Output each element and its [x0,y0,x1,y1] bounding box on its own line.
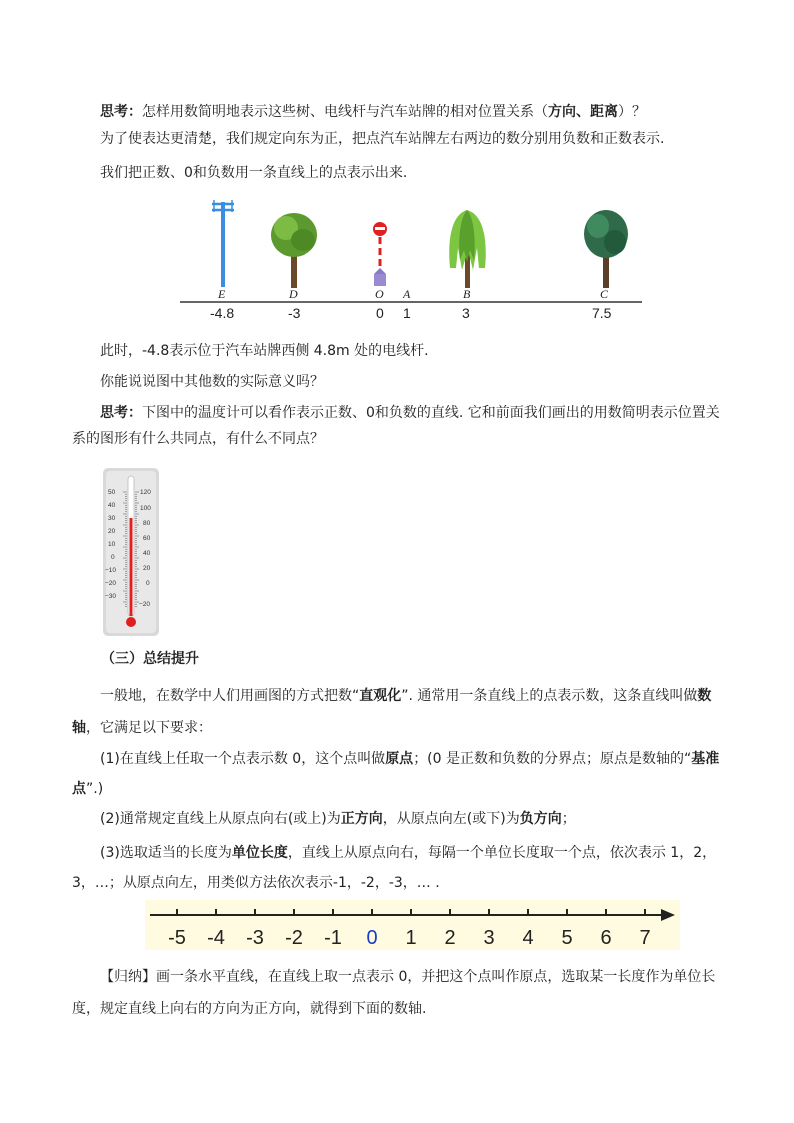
axis-tick-label: 5 [561,927,573,949]
point-label-o: O [375,287,384,301]
summary-paragraph [72,680,722,744]
fahrenheit-tick: 20 [143,565,151,572]
value-label-d: -3 [288,305,301,321]
position-number-line-figure [170,190,650,325]
point-label-a: A [403,287,411,301]
axis-tick-label: -2 [285,927,303,949]
celsius-tick: 10 [108,541,116,548]
axis-tick-label: -5 [168,927,186,949]
celsius-tick: −20 [105,580,117,587]
point-label-c: C [600,287,609,301]
axis-tick-label: 2 [444,927,456,949]
req3-a: (3)选取适当的长度为 [100,845,232,861]
term-number-axis: 数轴 [72,688,712,736]
term-origin: 原点 [385,751,414,767]
value-label-a: 1 [403,305,411,321]
req1-e: ”.) [86,781,104,797]
axis-tick-label: 3 [483,927,495,949]
axis-tick-label: 0 [366,927,378,949]
think-text-2: 下图中的温度计可以看作表示正数、0和负数的直线. 它和前面我们画出的用数简明表示位置关系的图形有什么共同点，有什么不同点？ [72,405,720,447]
celsius-tick: −30 [105,593,117,600]
sum-text-c: ”. 通常用一条直线上的点表示数，这条直线叫做 [401,688,698,704]
value-label-b: 3 [462,305,470,321]
fahrenheit-tick: 120 [140,489,151,496]
axis-tick-label: -3 [246,927,264,949]
axis-tick-label: 1 [405,927,417,949]
think-end: ）？ [618,104,646,120]
axis-tick-label: -1 [324,927,342,949]
paragraph-pole-meaning: 此时，-4.8表示位于汽车站牌西侧 4.8m 处的电线杆. [100,343,429,359]
axis-tick-label: -4 [207,927,225,949]
section-title: （三）总结提升 [101,651,199,667]
sum-text-a: 一般地，在数学中人们用画图的方式把数“ [100,688,360,704]
axis-tick-label: 4 [522,927,534,949]
induction-text: 画一条水平直线，在直线上取一点表示 0，并把这个点叫作原点，选取某一长度作为单位长度，规定直线上向右的方向为正方向，就得到下面的数轴. [72,969,716,1017]
celsius-tick: 50 [108,489,116,496]
fahrenheit-tick: 100 [140,505,151,512]
requirement-2 [72,806,722,832]
paragraph-other-meanings: 你能说说图中其他数的实际意义吗？ [100,374,324,390]
value-label-o: 0 [376,305,384,321]
fahrenheit-tick: 40 [143,550,151,557]
requirement-1 [72,744,722,804]
pole-icon [212,200,234,287]
fahrenheit-tick: −20 [139,601,151,608]
req3-c: ，直线上从原点向右，每隔一个单位长度取一个点，依次表示 1，2，3，…；从原点向左，用类似方法依次表示-1，-2，-3，… . [72,845,717,891]
term-positive-direction: 正方向 [340,811,383,827]
celsius-tick: 20 [108,528,116,535]
point-label-d: D [289,287,298,301]
term-negative-direction: 负方向 [519,811,562,827]
celsius-tick: 30 [108,515,116,522]
celsius-tick: 0 [111,554,115,561]
think-text: 怎样用数简明地表示这些树、电线杆与汽车站牌的相对位置关系（ [142,104,548,120]
req2-c: ，从原点向左(或下)为 [382,811,520,827]
think-paragraph-1 [72,99,722,125]
willow-tree-icon [449,210,486,288]
tree-icon [271,213,317,288]
summary-induction [72,961,722,1025]
thermometer-liquid [130,518,133,616]
req2-e: ； [561,811,576,827]
celsius-tick: −10 [105,567,117,574]
fahrenheit-tick: 0 [146,580,150,587]
point-label-e: E [218,287,226,301]
think-paragraph-2 [72,400,722,452]
paragraph-points-on-line: 我们把正数、0和负数用一条直线上的点表示出来. [100,165,408,181]
number-axis-figure [145,900,680,950]
term-intuitive: 直观化 [359,688,402,704]
fahrenheit-tick: 80 [143,520,151,527]
think-bold: 方向、距离 [548,104,618,120]
value-label-e: -4.8 [210,305,235,321]
pine-tree-icon [584,210,628,288]
axis-tick-label: 6 [600,927,612,949]
paragraph-east-positive: 为了使表达更清楚，我们规定向东为正，把点汽车站牌左右两边的数分别用负数和正数表示. [100,131,665,147]
celsius-tick: 40 [108,502,116,509]
req2-a: (2)通常规定直线上从原点向右(或上)为 [100,811,341,827]
think-label-2: 思考： [100,405,142,421]
value-label-c: 7.5 [592,305,612,321]
axis-tick-label: 7 [639,927,651,949]
term-base-point: 基准点 [72,751,720,797]
term-unit-length: 单位长度 [231,845,288,861]
thermometer-bulb [126,617,136,627]
point-label-b: B [463,287,471,301]
bus-stop-sign-icon [373,222,387,286]
think-label: 思考： [100,104,142,120]
req1-a: (1)在直线上任取一个点表示数 0，这个点叫做 [100,751,386,767]
req1-c: ；(0 是正数和负数的分界点；原点是数轴的“ [413,751,692,767]
fahrenheit-tick: 60 [143,535,151,542]
sum-text-e: ，它满足以下要求： [86,720,212,736]
requirement-3 [72,838,722,898]
induction-label: 【归纳】 [100,969,156,985]
thermometer-figure [103,468,159,636]
